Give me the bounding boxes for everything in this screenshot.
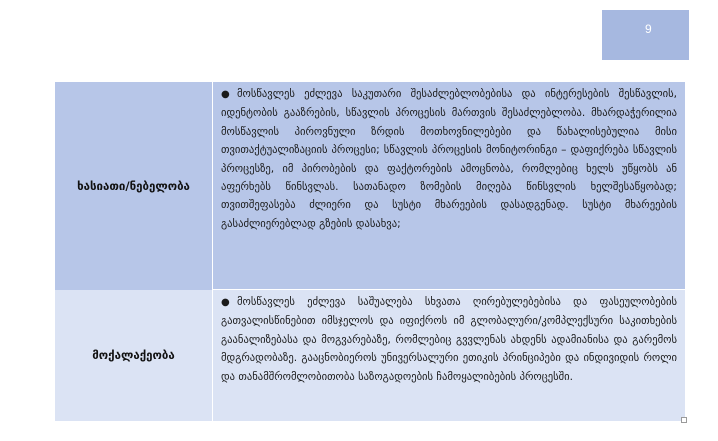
bullet-paragraph (221, 293, 677, 386)
description-text: მოსწავლეს ეძლევა საშუალება სხვათა ღირებულებებისა და ფასეულობების გათვალისწინებით იმსჯელოს და იფიქროს იმ გლობალური/კომპლექსური საკითხების გაანალიზებასა და მოგვარებაზე, რომლებიც გვვლენას ახდენს ადამიანისა და გარემოს მდგრადობაზე. გააცნობიეროს უნივერსალური ეთიკის პრინციპები და ინდივიდის როლი და თანამშრომლობითობა საზოგადოების ჩამოყალიბების პროცესში. (221, 296, 677, 383)
bullet-icon: ● (221, 297, 230, 308)
page-number-box (602, 10, 689, 60)
competency-table (55, 82, 685, 421)
row-description-citizenship (213, 290, 686, 422)
table-resize-handle[interactable] (681, 417, 687, 423)
table-row (55, 82, 685, 290)
row-description-character (213, 82, 686, 290)
table-row (55, 290, 685, 422)
row-label-citizenship: მოქალაქეობა (55, 290, 213, 422)
page-number: 9 (645, 22, 652, 36)
description-text: მოსწავლეს ეძლევა საკუთარი შესაძლებლობებისა და ინტერესების შესწავლის, იდენტობის გააზრების, სწავლის პროცესის მართვის შესაძლებლობა. მხარდაჭერილია მოსწავლის პიროვნული ზრდის მოთხოვნილებები და წახალისებულია მისი თვითაქტუალიზაციის პროცესი; სწავლის პროცესის მონიტორინგი – დაფიქრება სწავლის პროცესზე, იმ პირობების და ფაქტორების ამოცნობა, რომლებიც ხელს უწყობს ან აფერხებს წინსვლას. სათანადო ზომების მიღება წინსვლის ხელშესაწყობად; თვითშეფასება ძლიერი და სუსტი მხარეების დასადგენად. სუსტი მხარეების გასაძლიერებლად გზების დასახვა; (221, 88, 677, 230)
row-label-character: ხასიათი/ნებელობა (55, 82, 213, 290)
bullet-icon: ● (221, 89, 230, 100)
bullet-paragraph (221, 85, 677, 233)
